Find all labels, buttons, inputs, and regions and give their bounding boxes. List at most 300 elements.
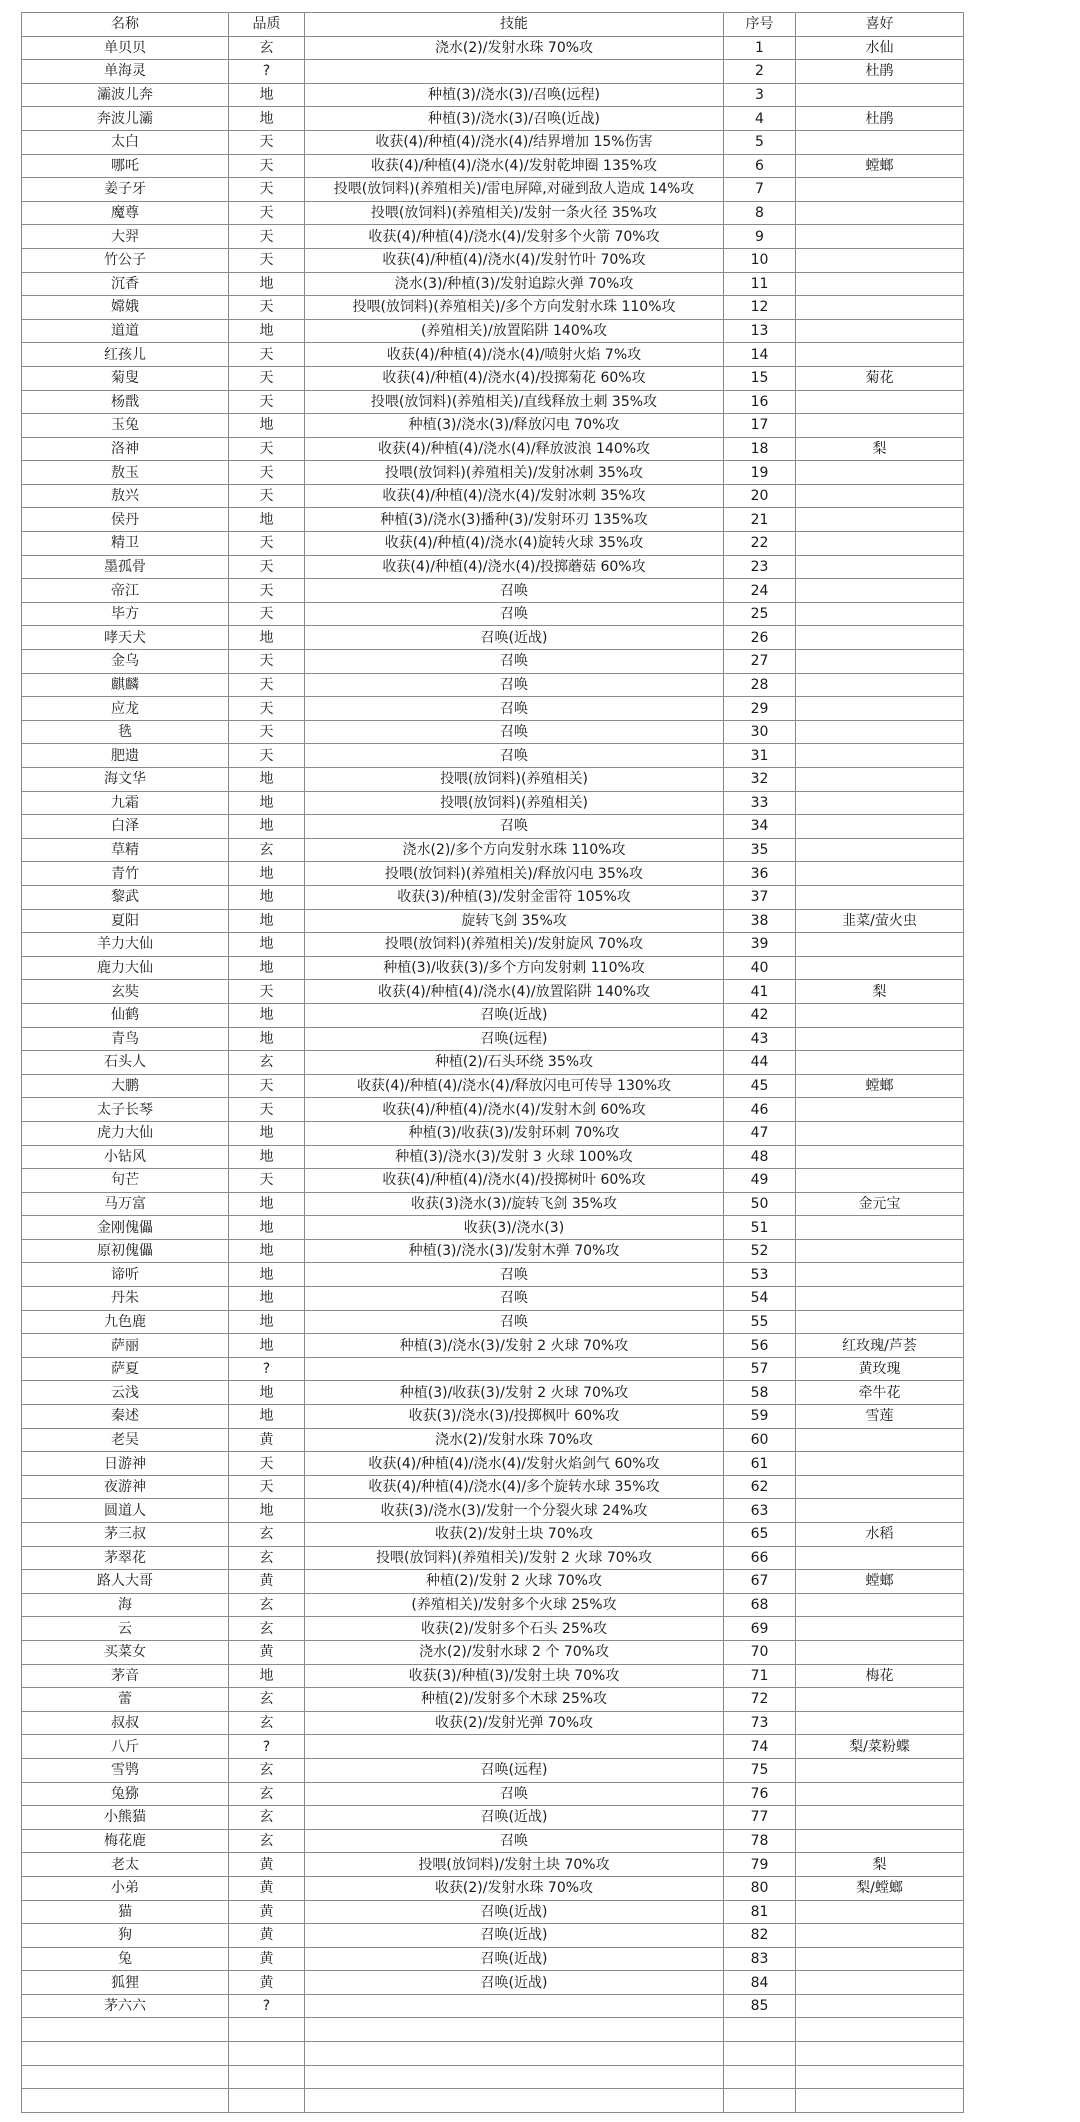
cell-skill: 收获(4)/种植(4)/浇水(4)/喷射火焰 7%攻 — [305, 343, 724, 367]
cell-index: 60 — [724, 1428, 796, 1452]
table-row — [22, 1900, 964, 1924]
cell-index: 11 — [724, 272, 796, 296]
table-row — [22, 225, 964, 249]
cell-quality: 天 — [229, 248, 305, 272]
cell-quality: 地 — [229, 815, 305, 839]
cell-quality: 玄 — [229, 1546, 305, 1570]
cell-preference — [796, 862, 964, 886]
cell-quality: 地 — [229, 1145, 305, 1169]
cell-skill: 召唤 — [305, 697, 724, 721]
cell-skill: 收获(4)/种植(4)/浇水(4)/投掷蘑菇 60%攻 — [305, 555, 724, 579]
cell-skill: 种植(2)/石头环绕 35%攻 — [305, 1051, 724, 1075]
cell-quality: 地 — [229, 1003, 305, 1027]
cell-name: 老太 — [22, 1853, 229, 1877]
cell-quality: 天 — [229, 1452, 305, 1476]
table-row — [22, 1782, 964, 1806]
cell-preference — [796, 1900, 964, 1924]
cell-skill: 种植(3)/收获(3)/多个方向发射刺 110%攻 — [305, 956, 724, 980]
cell-preference — [796, 1758, 964, 1782]
cell-name: 玉兔 — [22, 414, 229, 438]
character-table — [21, 12, 964, 2113]
cell-name: 云 — [22, 1617, 229, 1641]
cell-preference — [796, 1994, 964, 2018]
table-row — [22, 555, 964, 579]
cell-preference: 雪莲 — [796, 1405, 964, 1429]
cell-index: 14 — [724, 343, 796, 367]
cell-name: 茅音 — [22, 1664, 229, 1688]
cell-preference: 黄玫瑰 — [796, 1357, 964, 1381]
cell-quality: 黄 — [229, 1853, 305, 1877]
cell-preference — [796, 1806, 964, 1830]
cell-name: 小弟 — [22, 1876, 229, 1900]
cell-name: 沉香 — [22, 272, 229, 296]
table-row — [22, 1263, 964, 1287]
cell-quality: 黄 — [229, 1570, 305, 1594]
table-row — [22, 791, 964, 815]
cell-name: 兔 — [22, 1947, 229, 1971]
cell-preference — [796, 555, 964, 579]
table-row — [22, 909, 964, 933]
cell-index: 33 — [724, 791, 796, 815]
table-row — [22, 626, 964, 650]
cell-name: 道道 — [22, 319, 229, 343]
cell-quality: 地 — [229, 414, 305, 438]
cell-preference — [796, 343, 964, 367]
cell-quality: 玄 — [229, 838, 305, 862]
cell-name: 羊力大仙 — [22, 933, 229, 957]
cell-quality: 玄 — [229, 1711, 305, 1735]
cell-preference — [796, 83, 964, 107]
cell-quality: 地 — [229, 933, 305, 957]
cell-index: 40 — [724, 956, 796, 980]
cell-name: 太白 — [22, 130, 229, 154]
cell-name — [22, 2089, 229, 2113]
table-row — [22, 1405, 964, 1429]
cell-quality: 天 — [229, 484, 305, 508]
cell-quality: 地 — [229, 862, 305, 886]
cell-name: 八斤 — [22, 1735, 229, 1759]
cell-preference: 水仙 — [796, 36, 964, 60]
cell-name: 鹿力大仙 — [22, 956, 229, 980]
cell-preference — [796, 1310, 964, 1334]
cell-index: 15 — [724, 366, 796, 390]
cell-preference — [796, 1239, 964, 1263]
cell-preference: 梨/菜粉蝶 — [796, 1735, 964, 1759]
cell-name: 夜游神 — [22, 1475, 229, 1499]
cell-index — [724, 2089, 796, 2113]
cell-index: 71 — [724, 1664, 796, 1688]
cell-index: 49 — [724, 1169, 796, 1193]
cell-index: 55 — [724, 1310, 796, 1334]
cell-name: 石头人 — [22, 1051, 229, 1075]
cell-index: 32 — [724, 768, 796, 792]
cell-index: 2 — [724, 60, 796, 84]
cell-index: 8 — [724, 201, 796, 225]
cell-name: 老吴 — [22, 1428, 229, 1452]
table-row — [22, 130, 964, 154]
cell-skill: 投喂(放饲料)(养殖相关) — [305, 791, 724, 815]
cell-quality: 地 — [229, 885, 305, 909]
cell-skill: 收获(3)/种植(3)/发射土块 70%攻 — [305, 1664, 724, 1688]
table-row — [22, 1947, 964, 1971]
cell-name: 海文华 — [22, 768, 229, 792]
cell-name: 肥遗 — [22, 744, 229, 768]
cell-name — [22, 2018, 229, 2042]
table-row — [22, 720, 964, 744]
cell-quality: 天 — [229, 178, 305, 202]
cell-skill: 种植(3)/浇水(3)/发射 2 火球 70%攻 — [305, 1334, 724, 1358]
cell-index: 22 — [724, 532, 796, 556]
cell-quality: 地 — [229, 1216, 305, 1240]
cell-preference — [796, 414, 964, 438]
cell-preference — [796, 720, 964, 744]
cell-skill: 投喂(放饲料)(养殖相关)/发射冰刺 35%攻 — [305, 461, 724, 485]
cell-index: 29 — [724, 697, 796, 721]
cell-preference — [796, 1924, 964, 1948]
table-row — [22, 1499, 964, 1523]
cell-skill: 投喂(放饲料)(养殖相关) — [305, 768, 724, 792]
cell-preference: 螳螂 — [796, 154, 964, 178]
cell-quality: 天 — [229, 1169, 305, 1193]
cell-index: 56 — [724, 1334, 796, 1358]
cell-name: 狐狸 — [22, 1971, 229, 1995]
cell-skill: 召唤(近战) — [305, 1806, 724, 1830]
cell-index: 75 — [724, 1758, 796, 1782]
cell-skill: 收获(4)/种植(4)/浇水(4)/释放波浪 140%攻 — [305, 437, 724, 461]
cell-preference: 梨 — [796, 437, 964, 461]
table-row — [22, 768, 964, 792]
cell-quality: 地 — [229, 909, 305, 933]
cell-index: 85 — [724, 1994, 796, 2018]
cell-name: 麒麟 — [22, 673, 229, 697]
cell-index: 27 — [724, 650, 796, 674]
cell-skill: 收获(4)/种植(4)/浇水(4)/多个旋转水球 35%攻 — [305, 1475, 724, 1499]
table-row — [22, 1074, 964, 1098]
cell-quality: 玄 — [229, 1523, 305, 1547]
cell-preference: 杜鹃 — [796, 60, 964, 84]
cell-name: 敖玉 — [22, 461, 229, 485]
cell-name: 青竹 — [22, 862, 229, 886]
cell-quality: ? — [229, 1735, 305, 1759]
table-row — [22, 1381, 964, 1405]
cell-skill — [305, 2065, 724, 2089]
cell-index: 17 — [724, 414, 796, 438]
cell-quality: 天 — [229, 720, 305, 744]
cell-skill: 浇水(3)/种植(3)/发射追踪火弹 70%攻 — [305, 272, 724, 296]
cell-preference — [796, 1688, 964, 1712]
cell-preference — [796, 178, 964, 202]
table-row — [22, 1287, 964, 1311]
cell-quality: 地 — [229, 1287, 305, 1311]
cell-quality: 天 — [229, 296, 305, 320]
cell-quality: 地 — [229, 956, 305, 980]
cell-preference — [796, 885, 964, 909]
cell-preference — [796, 532, 964, 556]
cell-name: 奔波儿灞 — [22, 107, 229, 131]
cell-preference — [796, 1546, 964, 1570]
cell-skill — [305, 1357, 724, 1381]
cell-quality: 天 — [229, 1074, 305, 1098]
cell-index: 77 — [724, 1806, 796, 1830]
cell-quality: 地 — [229, 1499, 305, 1523]
table-row — [22, 862, 964, 886]
cell-index: 48 — [724, 1145, 796, 1169]
cell-quality: 天 — [229, 225, 305, 249]
cell-name: 茅三叔 — [22, 1523, 229, 1547]
cell-skill — [305, 1994, 724, 2018]
cell-skill: 召唤(近战) — [305, 1924, 724, 1948]
cell-name: 金乌 — [22, 650, 229, 674]
cell-quality: 天 — [229, 555, 305, 579]
cell-index: 19 — [724, 461, 796, 485]
cell-index: 47 — [724, 1121, 796, 1145]
cell-preference: 菊花 — [796, 366, 964, 390]
table-row — [22, 201, 964, 225]
cell-name: 路人大哥 — [22, 1570, 229, 1594]
cell-preference — [796, 1452, 964, 1476]
table-row — [22, 1310, 964, 1334]
cell-preference — [796, 1971, 964, 1995]
cell-name: 单贝贝 — [22, 36, 229, 60]
cell-index — [724, 2065, 796, 2089]
table-row — [22, 1876, 964, 1900]
cell-preference — [796, 1499, 964, 1523]
header-skill: 技能 — [305, 13, 724, 37]
table-row — [22, 532, 964, 556]
table-row — [22, 1924, 964, 1948]
table-row — [22, 296, 964, 320]
cell-skill: 召唤(近战) — [305, 1900, 724, 1924]
cell-skill: 投喂(放饲料)(养殖相关)/发射 2 火球 70%攻 — [305, 1546, 724, 1570]
cell-name: 姜子牙 — [22, 178, 229, 202]
cell-skill: 收获(4)/种植(4)/浇水(4)旋转火球 35%攻 — [305, 532, 724, 556]
cell-skill: 召唤(近战) — [305, 1003, 724, 1027]
cell-skill: 收获(4)/种植(4)/浇水(4)/投掷菊花 60%攻 — [305, 366, 724, 390]
cell-preference — [796, 1216, 964, 1240]
cell-preference — [796, 815, 964, 839]
cell-quality — [229, 2089, 305, 2113]
cell-skill: 种植(2)/发射 2 火球 70%攻 — [305, 1570, 724, 1594]
cell-index: 5 — [724, 130, 796, 154]
cell-index: 59 — [724, 1405, 796, 1429]
cell-name: 茅翠花 — [22, 1546, 229, 1570]
cell-quality: 玄 — [229, 1688, 305, 1712]
cell-skill: 召唤 — [305, 815, 724, 839]
cell-name: 敖兴 — [22, 484, 229, 508]
cell-quality: 黄 — [229, 1900, 305, 1924]
cell-skill: 浇水(2)/多个方向发射水珠 110%攻 — [305, 838, 724, 862]
table-row — [22, 390, 964, 414]
cell-skill — [305, 2089, 724, 2113]
cell-skill: 种植(2)/发射多个木球 25%攻 — [305, 1688, 724, 1712]
cell-name — [22, 2042, 229, 2066]
cell-index: 43 — [724, 1027, 796, 1051]
cell-index: 81 — [724, 1900, 796, 1924]
cell-name: 白泽 — [22, 815, 229, 839]
cell-skill: 种植(3)/浇水(3)/召唤(远程) — [305, 83, 724, 107]
cell-preference — [796, 1098, 964, 1122]
cell-skill: 投喂(放饲料)(养殖相关)/发射一条火径 35%攻 — [305, 201, 724, 225]
cell-skill: 收获(4)/种植(4)/浇水(4)/释放闪电可传导 130%攻 — [305, 1074, 724, 1098]
cell-skill: 收获(4)/种植(4)/浇水(4)/发射火焰剑气 60%攻 — [305, 1452, 724, 1476]
table-row — [22, 1169, 964, 1193]
header-index: 序号 — [724, 13, 796, 37]
cell-quality: 黄 — [229, 1924, 305, 1948]
cell-preference — [796, 1287, 964, 1311]
cell-quality: 地 — [229, 319, 305, 343]
cell-skill: 召唤(远程) — [305, 1027, 724, 1051]
cell-skill: 召唤 — [305, 1287, 724, 1311]
cell-name: 猫 — [22, 1900, 229, 1924]
cell-name: 红孩儿 — [22, 343, 229, 367]
cell-index: 9 — [724, 225, 796, 249]
cell-index: 82 — [724, 1924, 796, 1948]
table-row — [22, 1758, 964, 1782]
cell-index: 37 — [724, 885, 796, 909]
cell-index: 79 — [724, 1853, 796, 1877]
cell-preference — [796, 201, 964, 225]
cell-quality: 天 — [229, 461, 305, 485]
cell-name: 丹朱 — [22, 1287, 229, 1311]
cell-name: 原初傀儡 — [22, 1239, 229, 1263]
cell-preference — [796, 248, 964, 272]
cell-skill: 召唤 — [305, 1263, 724, 1287]
table-row — [22, 650, 964, 674]
table-row — [22, 508, 964, 532]
cell-name: 梅花鹿 — [22, 1829, 229, 1853]
cell-name: 萨丽 — [22, 1334, 229, 1358]
cell-quality: 黄 — [229, 1947, 305, 1971]
cell-preference — [796, 1428, 964, 1452]
cell-preference — [796, 697, 964, 721]
cell-index: 42 — [724, 1003, 796, 1027]
cell-quality: 天 — [229, 602, 305, 626]
cell-name: 草精 — [22, 838, 229, 862]
table-row — [22, 1971, 964, 1995]
cell-preference: 螳螂 — [796, 1074, 964, 1098]
cell-index: 54 — [724, 1287, 796, 1311]
cell-name: 马万富 — [22, 1192, 229, 1216]
cell-quality: 天 — [229, 532, 305, 556]
cell-quality: 天 — [229, 673, 305, 697]
cell-index — [724, 2018, 796, 2042]
cell-index: 31 — [724, 744, 796, 768]
cell-preference — [796, 2065, 964, 2089]
cell-quality: 黄 — [229, 1971, 305, 1995]
table-body — [22, 36, 964, 2112]
cell-index: 3 — [724, 83, 796, 107]
cell-preference — [796, 1145, 964, 1169]
cell-name: 茅六六 — [22, 1994, 229, 2018]
cell-name: 句芒 — [22, 1169, 229, 1193]
cell-skill: 召唤 — [305, 1829, 724, 1853]
cell-skill: 收获(2)/发射多个石头 25%攻 — [305, 1617, 724, 1641]
table-row — [22, 107, 964, 131]
cell-skill: 浇水(2)/发射水珠 70%攻 — [305, 36, 724, 60]
cell-quality: 玄 — [229, 1593, 305, 1617]
cell-preference — [796, 768, 964, 792]
cell-name: 竹公子 — [22, 248, 229, 272]
header-name: 名称 — [22, 13, 229, 37]
cell-index: 65 — [724, 1523, 796, 1547]
table-row — [22, 366, 964, 390]
cell-preference: 螳螂 — [796, 1570, 964, 1594]
cell-name: 墨孤骨 — [22, 555, 229, 579]
cell-index: 68 — [724, 1593, 796, 1617]
cell-index: 52 — [724, 1239, 796, 1263]
cell-preference: 梨 — [796, 980, 964, 1004]
cell-index: 18 — [724, 437, 796, 461]
cell-skill: 收获(4)/种植(4)/浇水(4)/投掷树叶 60%攻 — [305, 1169, 724, 1193]
table-row — [22, 885, 964, 909]
cell-quality: 天 — [229, 579, 305, 603]
cell-skill — [305, 2042, 724, 2066]
cell-skill: 投喂(放饲料)(养殖相关)/多个方向发射水珠 110%攻 — [305, 296, 724, 320]
cell-quality: 玄 — [229, 1806, 305, 1830]
table-row — [22, 815, 964, 839]
table-row — [22, 744, 964, 768]
table-row — [22, 1570, 964, 1594]
cell-preference: 红玫瑰/芦荟 — [796, 1334, 964, 1358]
cell-preference — [796, 602, 964, 626]
cell-quality: 玄 — [229, 1829, 305, 1853]
table-row — [22, 1593, 964, 1617]
table-row — [22, 1098, 964, 1122]
cell-name: 帝江 — [22, 579, 229, 603]
table-row — [22, 343, 964, 367]
cell-index: 6 — [724, 154, 796, 178]
cell-quality: 地 — [229, 1263, 305, 1287]
cell-quality: 黄 — [229, 1876, 305, 1900]
cell-preference: 梨/螳螂 — [796, 1876, 964, 1900]
cell-preference — [796, 2089, 964, 2113]
cell-quality: 天 — [229, 650, 305, 674]
cell-preference — [796, 1711, 964, 1735]
cell-index: 28 — [724, 673, 796, 697]
table-row — [22, 1664, 964, 1688]
cell-skill: 投喂(放饲料)(养殖相关)/直线释放土刺 35%攻 — [305, 390, 724, 414]
cell-skill: 召唤 — [305, 1782, 724, 1806]
cell-name: 蕾 — [22, 1688, 229, 1712]
cell-preference — [796, 390, 964, 414]
cell-name: 大鹏 — [22, 1074, 229, 1098]
cell-name: 洛神 — [22, 437, 229, 461]
table-row — [22, 1334, 964, 1358]
cell-name: 谛听 — [22, 1263, 229, 1287]
table-row — [22, 602, 964, 626]
cell-name: 灞波儿奔 — [22, 83, 229, 107]
cell-skill: 旋转飞剑 35%攻 — [305, 909, 724, 933]
cell-name: 海 — [22, 1593, 229, 1617]
cell-skill: 收获(3)/浇水(3)/发射一个分裂火球 24%攻 — [305, 1499, 724, 1523]
table-row — [22, 1640, 964, 1664]
table-row — [22, 2065, 964, 2089]
header-quality: 品质 — [229, 13, 305, 37]
cell-skill: 种植(3)/浇水(3)播种(3)/发射环刃 135%攻 — [305, 508, 724, 532]
cell-quality: 天 — [229, 130, 305, 154]
cell-skill: 收获(4)/种植(4)/浇水(4)/发射竹叶 70%攻 — [305, 248, 724, 272]
cell-skill: 投喂(放饲料)(养殖相关)/发射旋风 70%攻 — [305, 933, 724, 957]
cell-index: 74 — [724, 1735, 796, 1759]
cell-preference — [796, 225, 964, 249]
cell-index: 45 — [724, 1074, 796, 1098]
cell-preference: 金元宝 — [796, 1192, 964, 1216]
cell-preference — [796, 1829, 964, 1853]
cell-skill — [305, 2018, 724, 2042]
cell-preference — [796, 508, 964, 532]
table-row — [22, 154, 964, 178]
table-row — [22, 437, 964, 461]
